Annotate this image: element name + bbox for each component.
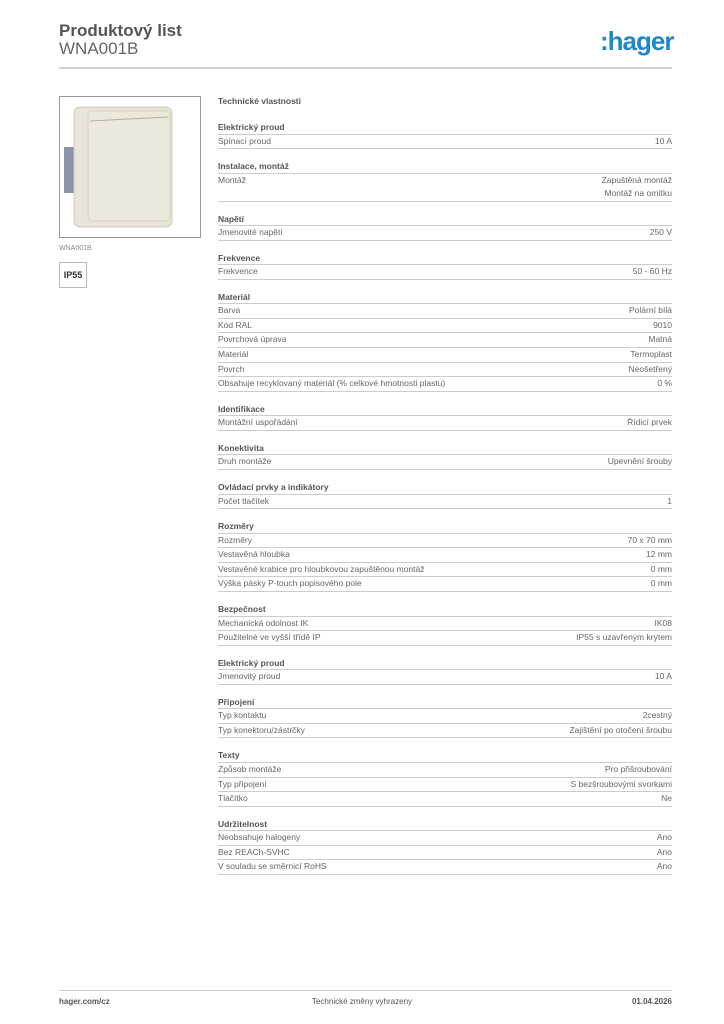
spec-row	[218, 348, 672, 363]
spec-value: Zajištění po otočení šroubu	[569, 724, 672, 735]
spec-label: Povrchová úprava	[218, 334, 287, 345]
section-title: Texty	[218, 748, 672, 763]
spec-value: Ano	[656, 846, 672, 857]
spec-row	[218, 416, 672, 431]
spec-row	[218, 455, 672, 470]
spec-label: Kód RAL	[218, 319, 253, 330]
section-title: Napětí	[218, 212, 672, 227]
spec-value: IK08	[654, 617, 672, 628]
spec-label: V souladu se směrnicí RoHS	[218, 861, 327, 872]
spec-value: IP55 s uzavřeným krytem	[576, 632, 672, 643]
spec-label: Typ kontaktu	[218, 710, 267, 721]
spec-label: Povrch	[218, 363, 245, 374]
spec-value: Ano	[656, 832, 672, 843]
section-title: Udržitelnost	[218, 817, 672, 832]
image-caption: WNA001B	[59, 245, 92, 252]
footer-date: 01.04.2026	[631, 997, 672, 1006]
spec-row	[218, 792, 672, 807]
section-title: Ovládací prvky a indikátory	[218, 480, 672, 495]
spec-label: Jmenovité napětí	[218, 227, 283, 238]
spec-row	[218, 135, 672, 150]
spec-row	[218, 778, 672, 793]
spec-value: Neošetřený	[628, 363, 672, 374]
spec-value: 9010	[653, 319, 672, 330]
spec-value: 1	[667, 495, 672, 506]
spec-label: Výška pásky P-touch popisového pole	[218, 578, 362, 589]
section-title: Instalace, montáž	[218, 159, 672, 174]
spec-row	[218, 265, 672, 280]
spec-value: 10 A	[654, 135, 672, 146]
spec-value: S bezšroubovými svorkami	[570, 778, 672, 789]
spec-section	[218, 748, 672, 806]
spec-value: 0 %	[657, 378, 672, 389]
spec-value: 0 mm	[650, 578, 672, 589]
spec-value: Řídicí prvek	[627, 417, 672, 428]
spec-label: Vestavěné krabice pro hloubkovou zapuštěnou montáž	[218, 563, 425, 574]
spec-row	[218, 226, 672, 241]
section-title: Elektrický proud	[218, 656, 672, 671]
spec-section	[218, 519, 672, 592]
spec-value: 2cestný	[642, 710, 672, 721]
spec-value: 12 mm	[646, 549, 672, 560]
spec-row	[218, 846, 672, 861]
spec-label: Použitelné ve vyšší třídě IP	[218, 632, 321, 643]
spec-label: Spínací proud	[218, 135, 271, 146]
spec-row	[218, 631, 672, 646]
product-image	[59, 96, 201, 238]
spec-row	[218, 860, 672, 875]
spec-row	[218, 577, 672, 592]
spec-section	[218, 695, 672, 739]
spec-row	[218, 724, 672, 739]
spec-section	[218, 441, 672, 470]
spec-row	[218, 363, 672, 378]
spec-section	[218, 817, 672, 875]
technical-properties-table	[218, 96, 672, 875]
spec-section	[218, 212, 672, 241]
spec-label: Mechanická odolnost IK	[218, 617, 309, 628]
spec-label: Frekvence	[218, 266, 258, 277]
spec-row	[218, 670, 672, 685]
spec-row	[218, 534, 672, 549]
spec-section	[218, 480, 672, 509]
hager-logo: :hager	[600, 26, 674, 56]
section-title: Identifikace	[218, 402, 672, 417]
spec-section	[218, 159, 672, 202]
section-title: Frekvence	[218, 251, 672, 266]
spec-row	[218, 548, 672, 563]
spec-row	[218, 304, 672, 319]
spec-label: Počet tlačítek	[218, 495, 270, 506]
spec-row	[218, 709, 672, 724]
section-title: Materiál	[218, 290, 672, 305]
spec-value: Ne	[661, 793, 672, 804]
spec-row	[218, 763, 672, 778]
table-title: Technické vlastnosti	[218, 96, 301, 106]
spec-row	[218, 831, 672, 846]
spec-label: Neobsahuje halogeny	[218, 832, 301, 843]
spec-label: Barva	[218, 305, 241, 316]
spec-value: 50 - 60 Hz	[632, 266, 672, 277]
spec-value: Upevnění šrouby	[607, 456, 672, 467]
section-title: Bezpečnost	[218, 602, 672, 617]
header-divider	[59, 67, 672, 69]
spec-value: Termoplast	[630, 349, 672, 360]
spec-row	[218, 495, 672, 510]
spec-section	[218, 402, 672, 431]
spec-label: Rozměry	[218, 534, 253, 545]
spec-label: Bez REACh-SVHC	[218, 846, 290, 857]
spec-label: Vestavěná hloubka	[218, 549, 290, 560]
spec-value: Matná	[648, 334, 672, 345]
spec-label: Materiál	[218, 349, 249, 360]
spec-value: 0 mm	[650, 563, 672, 574]
spec-section	[218, 251, 672, 280]
product-code: WNA001B	[59, 39, 139, 58]
footer-divider	[59, 990, 672, 991]
spec-value: 250 V	[649, 227, 672, 238]
spec-section	[218, 656, 672, 685]
spec-row	[218, 617, 672, 632]
spec-label: Typ konektoru/zástrčky	[218, 724, 305, 735]
spec-row	[218, 333, 672, 348]
spec-label: Jmenovitý proud	[218, 671, 281, 682]
spec-label: Způsob montáže	[218, 763, 282, 774]
section-title: Připojení	[218, 695, 672, 710]
spec-value: 70 x 70 mm	[627, 534, 672, 545]
footer-website[interactable]: hager.com/cz	[59, 997, 110, 1006]
spec-section	[218, 602, 672, 646]
spec-label: Tlačítko	[218, 793, 248, 804]
spec-row	[218, 563, 672, 578]
spec-value: Pro přišroubování	[604, 763, 672, 774]
section-title: Konektivita	[218, 441, 672, 456]
spec-value: Ano	[656, 861, 672, 872]
spec-label: Montážní uspořádání	[218, 417, 298, 428]
section-title: Elektrický proud	[218, 120, 672, 135]
spec-label: Obsahuje recyklovaný materiál (% celkové hmotnosti plastu)	[218, 378, 446, 389]
page-title: Produktový list	[59, 21, 182, 40]
spec-label: Montáž	[218, 174, 246, 185]
spec-row	[218, 377, 672, 392]
spec-section	[218, 120, 672, 149]
spec-value: Polární bílá	[629, 305, 672, 316]
footer-notice: Technické změny vyhrazeny	[311, 997, 413, 1006]
spec-label: Typ připojení	[218, 778, 267, 789]
spec-value: 10 A	[654, 671, 672, 682]
ip-rating-badge: IP55	[59, 262, 87, 288]
spec-row	[218, 319, 672, 334]
spec-label: Druh montáže	[218, 456, 272, 467]
spec-section	[218, 290, 672, 392]
spec-value: Zapuštěná montáž Montáž na omítku	[601, 174, 672, 199]
spec-row	[218, 174, 672, 202]
section-title: Rozměry	[218, 519, 672, 534]
